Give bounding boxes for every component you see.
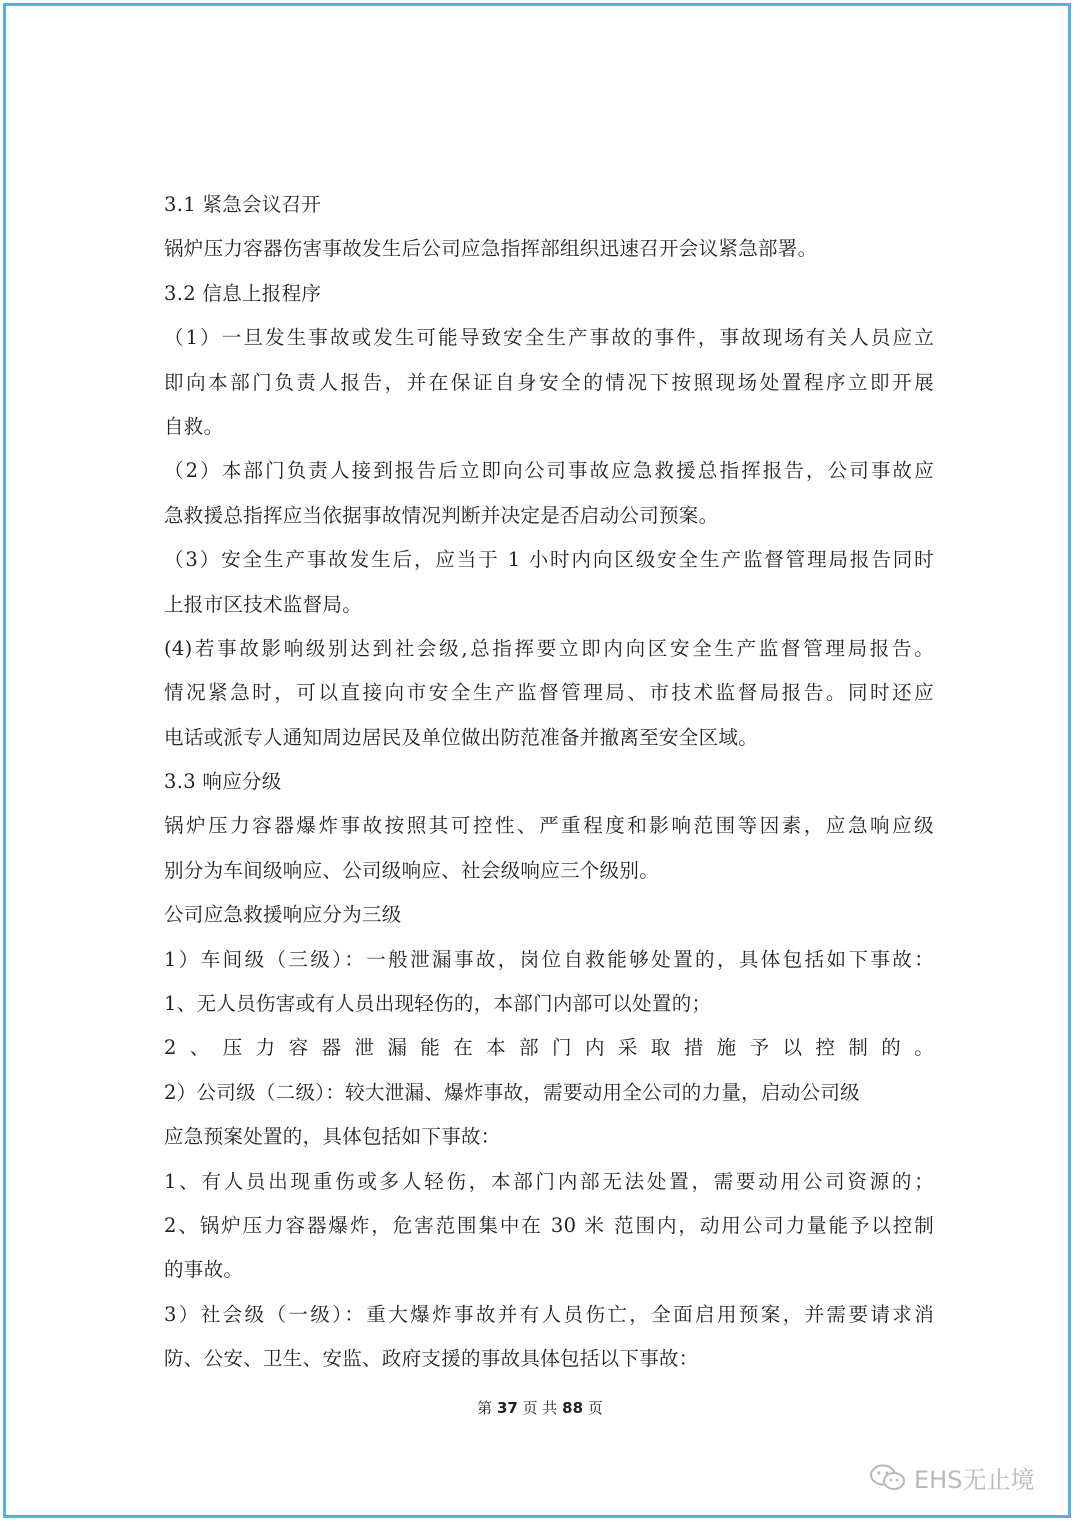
- text-line: (4)若事故影响级别达到社会级,总指挥要立即内向区安全生产监督管理局报告。: [164, 636, 934, 660]
- text-line: 上报市区技术监督局。: [164, 592, 363, 616]
- text-line: 防、公安、卫生、安监、政府支援的事故具体包括以下事故：: [164, 1347, 699, 1371]
- text-line: 3）社会级（一级）：重大爆炸事故并有人员伤亡，全面启用预案，并需要请求消: [164, 1302, 934, 1326]
- text-line: 即向本部门负责人报告，并在保证自身安全的情况下按照现场处置程序立即开展: [164, 370, 934, 394]
- text-line: 的事故。: [164, 1258, 244, 1282]
- text-line: 3.1 紧急会议召开: [164, 193, 322, 216]
- text-line: （3）安全生产事故发生后，应当于 1 小时内向区级安全生产监督管理局报告同时: [164, 548, 934, 572]
- text-line: 锅炉压力容器爆炸事故按照其可控性、严重程度和影响范围等因素，应急响应级: [164, 814, 934, 838]
- footer-middle: 页 共: [522, 1399, 558, 1417]
- text-line: 2、压力容器泄漏能在本部门内采取措施予以控制的。: [164, 1036, 934, 1060]
- text-line: 1、无人员伤害或有人员出现轻伤的，本部门内部可以处置的；: [164, 992, 712, 1016]
- watermark-text: EHS无止境: [914, 1466, 1035, 1494]
- footer-total-pages: 88: [562, 1399, 584, 1417]
- page-footer: [0, 1397, 1080, 1418]
- document-body: [164, 183, 934, 1382]
- footer-suffix: 页: [587, 1399, 603, 1417]
- text-line: 应急预案处置的，具体包括如下事故：: [164, 1125, 501, 1149]
- text-line: 3.2 信息上报程序: [164, 281, 322, 305]
- watermark: [868, 1460, 1034, 1495]
- text-line: 2、锅炉压力容器爆炸，危害范围集中在 30 米 范围内，动用公司力量能予以控制: [164, 1213, 934, 1237]
- text-line: 2）公司级（二级）：较大泄漏、爆炸事故，需要动用全公司的力量，启动公司级: [164, 1080, 860, 1104]
- wechat-icon: [868, 1463, 908, 1493]
- text-line: （1）一旦发生事故或发生可能导致安全生产事故的事件，事故现场有关人员应立: [164, 326, 934, 350]
- footer-current-page: 37: [496, 1399, 518, 1417]
- text-line: 急救援总指挥应当依据事故情况判断并决定是否启动公司预案。: [164, 503, 719, 527]
- text-line: 3.3 响应分级: [164, 770, 282, 794]
- text-line: 锅炉压力容器伤害事故发生后公司应急指挥部组织迅速召开会议紧急部署。: [164, 237, 818, 261]
- text-line: 电话或派专人通知周边居民及单位做出防范准备并撤离至安全区域。: [164, 725, 759, 749]
- footer-prefix: 第: [477, 1399, 493, 1417]
- text-line: 别分为车间级响应、公司级响应、社会级响应三个级别。: [164, 858, 660, 882]
- text-line: 1、有人员出现重伤或多人轻伤，本部门内部无法处置，需要动用公司资源的；: [164, 1169, 934, 1193]
- text-line: 情况紧急时，可以直接向市安全生产监督管理局、市技术监督局报告。同时还应: [164, 681, 934, 705]
- text-line: 自救。: [164, 414, 224, 438]
- text-line: （2）本部门负责人接到报告后立即向公司事故应急救援总指挥报告，公司事故应: [164, 459, 934, 483]
- text-line: 1）车间级（三级）：一般泄漏事故，岗位自救能够处置的，具体包括如下事故：: [164, 947, 934, 971]
- text-line: 公司应急救援响应分为三级: [164, 903, 402, 927]
